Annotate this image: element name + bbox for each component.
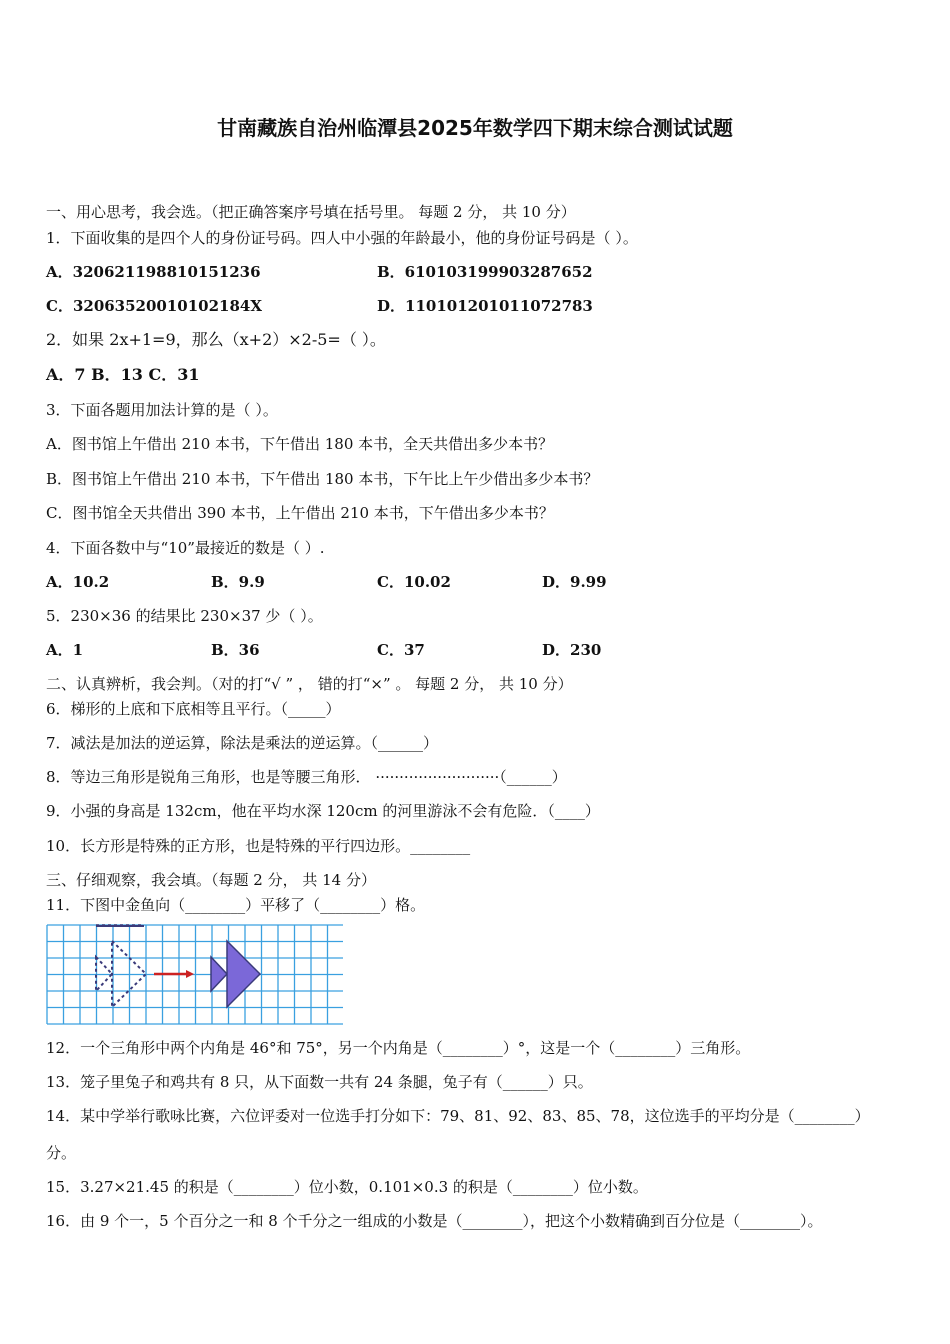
q5-option-a: A．1 <box>46 641 84 659</box>
fish-translation-figure <box>46 924 344 1026</box>
question-1-stem: 1．下面收集的是四个人的身份证号码。四人中小强的年龄最小，他的身份证号码是（ ）。 <box>46 229 638 247</box>
question-4-stem: 4．下面各数中与“10”最接近的数是（ ）. <box>46 539 325 557</box>
question-16: 16．由 9 个一，5 个百分之一和 8 个千分之一组成的小数是（________），把这个小数精确到百分位是（________）。 <box>46 1212 823 1230</box>
q2-options: A．7 B．13 C．31 <box>46 365 200 384</box>
question-9: 9．小强的身高是 132cm，他在平均水深 120cm 的河里游泳不会有危险．（____） <box>46 802 600 820</box>
question-15: 15．3.27×21.45 的积是（________）位小数，0.101×0.3 的积是（________）位小数。 <box>46 1178 648 1196</box>
q3-option-b: B．图书馆上午借出 210 本书，下午借出 180 本书，下午比上午少借出多少本书？ <box>46 470 599 488</box>
translated-fish-body <box>227 941 260 1007</box>
q1-option-d: D．110101201011072783 <box>377 297 593 315</box>
question-5-stem: 5．230×36 的结果比 230×37 少（ ）。 <box>46 607 323 625</box>
q4-option-b: B．9.9 <box>211 573 265 591</box>
q4-option-d: D．9.99 <box>542 573 607 591</box>
translated-fish-tail <box>211 957 227 991</box>
question-14-line-2: 分。 <box>46 1144 77 1162</box>
question-10: 10．长方形是特殊的正方形，也是特殊的平行四边形。________ <box>46 837 471 855</box>
q3-option-a: A．图书馆上午借出 210 本书，下午借出 180 本书，全天共借出多少本书？ <box>46 435 554 453</box>
section-1-heading: 一、用心思考，我会选。（把正确答案序号填在括号里。 每题 2 分， 共 10 分） <box>46 203 576 221</box>
q4-option-c: C．10.02 <box>377 573 451 591</box>
q3-option-c: C．图书馆全天共借出 390 本书，上午借出 210 本书，下午借出多少本书？ <box>46 504 554 522</box>
question-7: 7．减法是加法的逆运算，除法是乘法的逆运算。（______） <box>46 734 439 752</box>
question-13: 13．笼子里兔子和鸡共有 8 只，从下面数一共有 24 条腿，兔子有（______）只。 <box>46 1073 593 1091</box>
page-title: 甘南藏族自治州临潭县2025年数学四下期末综合测试试题 <box>217 116 733 140</box>
question-8: 8．等边三角形是锐角三角形，也是等腰三角形． ··························（______） <box>46 768 567 786</box>
original-fish-outline <box>96 926 146 1007</box>
q5-option-b: B．36 <box>211 641 260 659</box>
q1-option-b: B．610103199903287652 <box>377 263 593 281</box>
section-3-heading: 三、仔细观察，我会填。（每题 2 分， 共 14 分） <box>46 871 376 889</box>
question-6: 6．梯形的上底和下底相等且平行。（_____） <box>46 700 341 718</box>
q1-option-a: A．320621198810151236 <box>46 263 261 281</box>
q1-option-c: C．32063520010102184X <box>46 297 263 315</box>
question-3-stem: 3．下面各题用加法计算的是（ ）。 <box>46 401 278 419</box>
question-2-stem: 2．如果 2x+1=9，那么（x+2）×2-5=（ ）。 <box>46 330 386 349</box>
question-12: 12．一个三角形中两个内角是 46°和 75°，另一个内角是（________）°，这是一个（________）三角形。 <box>46 1039 751 1057</box>
q5-option-d: D．230 <box>542 641 602 659</box>
q5-option-c: C．37 <box>377 641 425 659</box>
question-11: 11．下图中金鱼向（________）平移了（________）格。 <box>46 896 426 914</box>
translation-arrow-head <box>186 970 194 978</box>
q4-option-a: A．10.2 <box>46 573 110 591</box>
grid-lines <box>47 925 343 1024</box>
question-14-line-1: 14．某中学举行歌咏比赛，六位评委对一位选手打分如下：79、81、92、83、85、78，这位选手的平均分是（________） <box>46 1107 870 1125</box>
section-2-heading: 二、认真辨析，我会判。（对的打“√ ” ， 错的打“×” 。 每题 2 分， 共 10 分） <box>46 675 573 693</box>
